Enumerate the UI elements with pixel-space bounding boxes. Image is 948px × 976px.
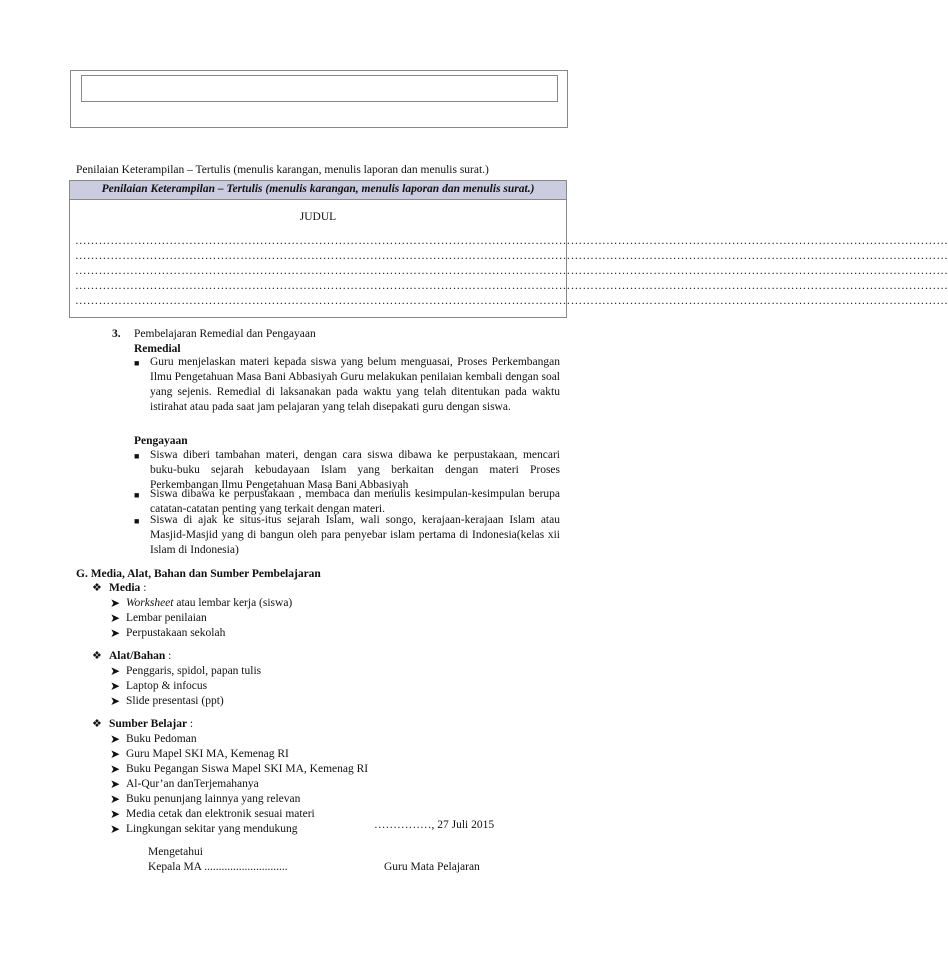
pengayaan-item: Siswa di ajak ke situs-itus sejarah Islam, wali songo, kerajaan-kerajaan Islam atau Masjid-Masjid yang di bangun oleh para penyebar islam pertama di Indonesia(kelas xii Islam di Indonesia) (150, 514, 560, 556)
section-number: 3. (112, 328, 121, 340)
signature-date: ……………, 27 Juli 2015 (374, 819, 495, 831)
square-bullet-icon: ■ (134, 451, 140, 461)
sumber-item: Guru Mapel SKI MA, Kemenag RI (126, 748, 289, 760)
arrow-bullet-icon: ➤ (110, 762, 121, 776)
sumber-item: Media cetak dan elektronik sesuai materi (126, 808, 315, 820)
assessment-caption: Penilaian Keterampilan – Tertulis (menulis karangan, menulis laporan dan menulis surat.) (76, 164, 489, 176)
assessment-table (69, 180, 948, 318)
kepala-label: Kepala MA ............................. (148, 861, 288, 873)
media-item: Perpustakaan sekolah (126, 627, 226, 639)
arrow-bullet-icon: ➤ (110, 664, 121, 678)
guru-label: Guru Mata Pelajaran (384, 861, 480, 873)
dotted-line: …………………………………………………………………………………………………………………………………………………………………………………………………… (75, 235, 948, 247)
alat-heading: Alat/Bahan : (109, 650, 172, 662)
square-bullet-icon: ■ (134, 516, 140, 526)
square-bullet-icon: ■ (134, 490, 140, 500)
pengayaan-item: Siswa dibawa ke perpustakaan , membaca dan menulis kesimpulan-kesimpulan berupa catatan-catatan penting yang terkait dengan materi. (150, 488, 560, 515)
arrow-bullet-icon: ➤ (110, 807, 121, 821)
pengayaan-item: Siswa diberi tambahan materi, dengan cara siswa dibawa ke perpustakaan, mencari buku-buku sejarah kebudayaan Islam yang berkaitan dengan materi Proses Perkembangan Ilmu Pengetahuan Masa Bani Abbasiyah (150, 449, 560, 491)
sumber-item: Lingkungan sekitar yang mendukung (126, 823, 298, 835)
arrow-bullet-icon: ➤ (110, 822, 121, 836)
remedial-item: Guru menjelaskan materi kepada siswa yang belum menguasai, Proses Perkembangan Ilmu Pengetahuan Masa Bani Abbasiyah Guru melakukan penilaian kembali dengan soal yang sejenis. Remedial di laksanakan pada waktu yang telah ditentukan pada waktu istirahat atau pada saat jam pelajaran yang telah disepakati guru dengan siswa. (150, 356, 560, 413)
alat-item: Penggaris, spidol, papan tulis (126, 665, 262, 677)
dotted-line: …………………………………………………………………………………………………………………………………………………………………………………………………… (75, 250, 948, 262)
diamond-bullet-icon: ❖ (92, 718, 102, 730)
arrow-bullet-icon: ➤ (110, 611, 121, 625)
sumber-item: Buku penunjang lainnya yang relevan (126, 793, 301, 805)
arrow-bullet-icon: ➤ (110, 777, 121, 791)
media-item: Lembar penilaian (126, 612, 207, 624)
alat-item: Slide presentasi (ppt) (126, 695, 224, 707)
pengayaan-label: Pengayaan (134, 435, 188, 447)
sumber-heading: Sumber Belajar : (109, 718, 194, 730)
dotted-line: …………………………………………………………………………………………………………………………………………………………………………………………………… (75, 280, 948, 292)
sumber-item: Buku Pedoman (126, 733, 197, 745)
dotted-line: …………………………………………………………………………………………………………………………………………………………………………………………………… (75, 295, 948, 307)
section-title: Pembelajaran Remedial dan Pengayaan (134, 328, 316, 340)
arrow-bullet-icon: ➤ (110, 747, 121, 761)
sumber-item: Al-Qur’an danTerjemahanya (126, 778, 259, 790)
section-g-title: G. Media, Alat, Bahan dan Sumber Pembelajaran (76, 568, 321, 580)
arrow-bullet-icon: ➤ (110, 694, 121, 708)
diamond-bullet-icon: ❖ (92, 650, 102, 662)
top-empty-cell (81, 75, 558, 102)
arrow-bullet-icon: ➤ (110, 626, 121, 640)
arrow-bullet-icon: ➤ (110, 732, 121, 746)
remedial-label: Remedial (134, 343, 181, 355)
sumber-item: Buku Pegangan Siswa Mapel SKI MA, Kemenag RI (126, 763, 369, 775)
arrow-bullet-icon: ➤ (110, 596, 121, 610)
dotted-line: …………………………………………………………………………………………………………………………………………………………………………………………………… (75, 265, 948, 277)
arrow-bullet-icon: ➤ (110, 679, 121, 693)
square-bullet-icon: ■ (134, 358, 140, 368)
arrow-bullet-icon: ➤ (110, 792, 121, 806)
alat-item: Laptop & infocus (126, 680, 208, 692)
mengetahui-label: Mengetahui (148, 846, 203, 858)
media-heading: Media : (109, 582, 147, 594)
assessment-header: Penilaian Keterampilan – Tertulis (menulis karangan, menulis laporan dan menulis surat.) (70, 181, 566, 200)
assessment-title: JUDUL (299, 211, 337, 223)
media-item: Worksheet atau lembar kerja (siswa) (126, 597, 293, 609)
diamond-bullet-icon: ❖ (92, 582, 102, 594)
